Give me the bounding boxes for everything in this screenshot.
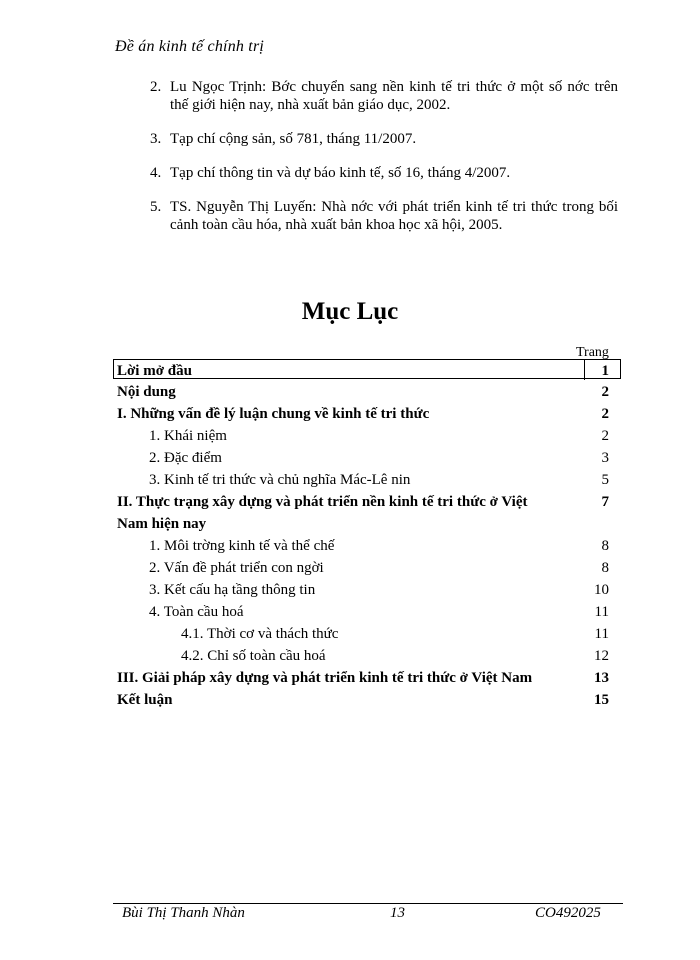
reference-text: Tạp chí thông tin và dự báo kinh tế, số 16, tháng 4/2007. xyxy=(170,165,511,181)
toc-entry-2-4-2[interactable] xyxy=(113,645,623,667)
reference-item xyxy=(150,198,618,234)
reference-number: 3. xyxy=(150,131,162,147)
toc-entry-text: Kết luận xyxy=(117,692,173,708)
toc-entry-text: 1. Khái niệm xyxy=(149,428,227,444)
toc-entry-2-4[interactable] xyxy=(113,601,623,623)
reference-number: 5. xyxy=(150,199,162,215)
toc-entry-1-2[interactable] xyxy=(113,447,623,469)
toc-entry-page: 12 xyxy=(594,648,609,664)
footer-divider xyxy=(113,903,623,904)
reference-text: Tạp chí cộng sản, số 781, tháng 11/2007. xyxy=(170,131,417,147)
toc-entry-text: 4.2. Chỉ số toàn cầu hoá xyxy=(181,648,326,664)
toc-entry-2-2[interactable] xyxy=(113,557,623,579)
toc-entry-page: 5 xyxy=(601,472,609,488)
toc-entry-page: 2 xyxy=(601,428,609,444)
toc-entry-page: 13 xyxy=(594,670,609,686)
toc-entry-1-1[interactable] xyxy=(113,425,623,447)
toc-entry-text: 1. Môi trờng kinh tế và thể chế xyxy=(149,538,335,554)
footer-author: Bùi Thị Thanh Nhàn xyxy=(122,905,245,921)
toc-entry-intro[interactable] xyxy=(113,360,623,382)
reference-list xyxy=(150,78,618,234)
toc-entry-text: III. Giải pháp xây dựng và phát triển kinh tế tri thức ở Việt Nam xyxy=(117,670,533,686)
toc-entry-page: 7 xyxy=(601,494,609,510)
toc-title: Mục Lục xyxy=(301,298,399,325)
toc-page-column-label: Trang xyxy=(576,345,609,360)
toc-entry-text: Nam hiện nay xyxy=(117,516,207,532)
running-header: Đề án kinh tế chính trị xyxy=(115,38,265,55)
toc-entry-page: 11 xyxy=(594,604,609,620)
toc-entry-text: Nội dung xyxy=(117,384,176,400)
toc-entry-text: II. Thực trạng xây dựng và phát triển nền kinh tế tri thức ở Việt xyxy=(117,494,528,510)
footer-page-number: 13 xyxy=(390,905,405,921)
toc-entry-page: 11 xyxy=(594,626,609,642)
toc-entry-text: 3. Kinh tế tri thức và chủ nghĩa Mác-Lê nin xyxy=(149,472,411,488)
reference-item xyxy=(150,164,618,182)
toc-entry-content[interactable] xyxy=(113,381,623,403)
toc-entry-1-3[interactable] xyxy=(113,469,623,491)
toc-entry-text: 2. Đặc điểm xyxy=(149,450,222,466)
reference-item xyxy=(150,78,618,114)
toc-entry-text: Lời mở đầu xyxy=(117,363,192,379)
toc-entry-2-4-1[interactable] xyxy=(113,623,623,645)
toc-entry-2-3[interactable] xyxy=(113,579,623,601)
toc-entry-text: 3. Kết cấu hạ tầng thông tin xyxy=(149,582,316,598)
toc-entry-page: 8 xyxy=(601,560,609,576)
toc-entry-2-1[interactable] xyxy=(113,535,623,557)
toc-entry-text: 4.1. Thời cơ và thách thức xyxy=(181,626,339,642)
toc-entry-page: 3 xyxy=(601,450,609,466)
toc-entry-conclusion[interactable] xyxy=(113,689,623,711)
toc-entry-section-2-cont xyxy=(113,513,623,535)
footer-code: CO492025 xyxy=(535,905,601,921)
toc-entry-text: I. Những vấn đề lý luận chung về kinh tế tri thức xyxy=(117,406,430,422)
toc-entry-page: 2 xyxy=(601,384,609,400)
toc-entry-page: 1 xyxy=(601,363,609,379)
toc-entry-text: 4. Toàn cầu hoá xyxy=(149,604,244,620)
reference-text: TS. Nguyễn Thị Luyến: Nhà nớc với phát triển kinh tế tri thức trong bối cảnh toàn cầu hóa, nhà xuất bản khoa học xã hội, 2005. xyxy=(170,199,618,233)
toc-entry-section-2[interactable] xyxy=(113,491,623,513)
toc-entry-page: 8 xyxy=(601,538,609,554)
reference-text: Lu Ngọc Trịnh: Bớc chuyển sang nền kinh tế tri thức ở một số nớc trên thế giới hiện nay, nhà xuất bản giáo dục, 2002. xyxy=(170,79,618,113)
reference-item xyxy=(150,130,618,148)
toc-entry-section-1[interactable] xyxy=(113,403,623,425)
toc-entry-page: 10 xyxy=(594,582,609,598)
reference-number: 2. xyxy=(150,79,162,95)
toc-entry-page: 2 xyxy=(601,406,609,422)
reference-number: 4. xyxy=(150,165,162,181)
toc-entry-section-3[interactable] xyxy=(113,667,623,689)
toc-entry-text: 2. Vấn đề phát triển con ngời xyxy=(149,560,324,576)
toc-entry-page: 15 xyxy=(594,692,609,708)
